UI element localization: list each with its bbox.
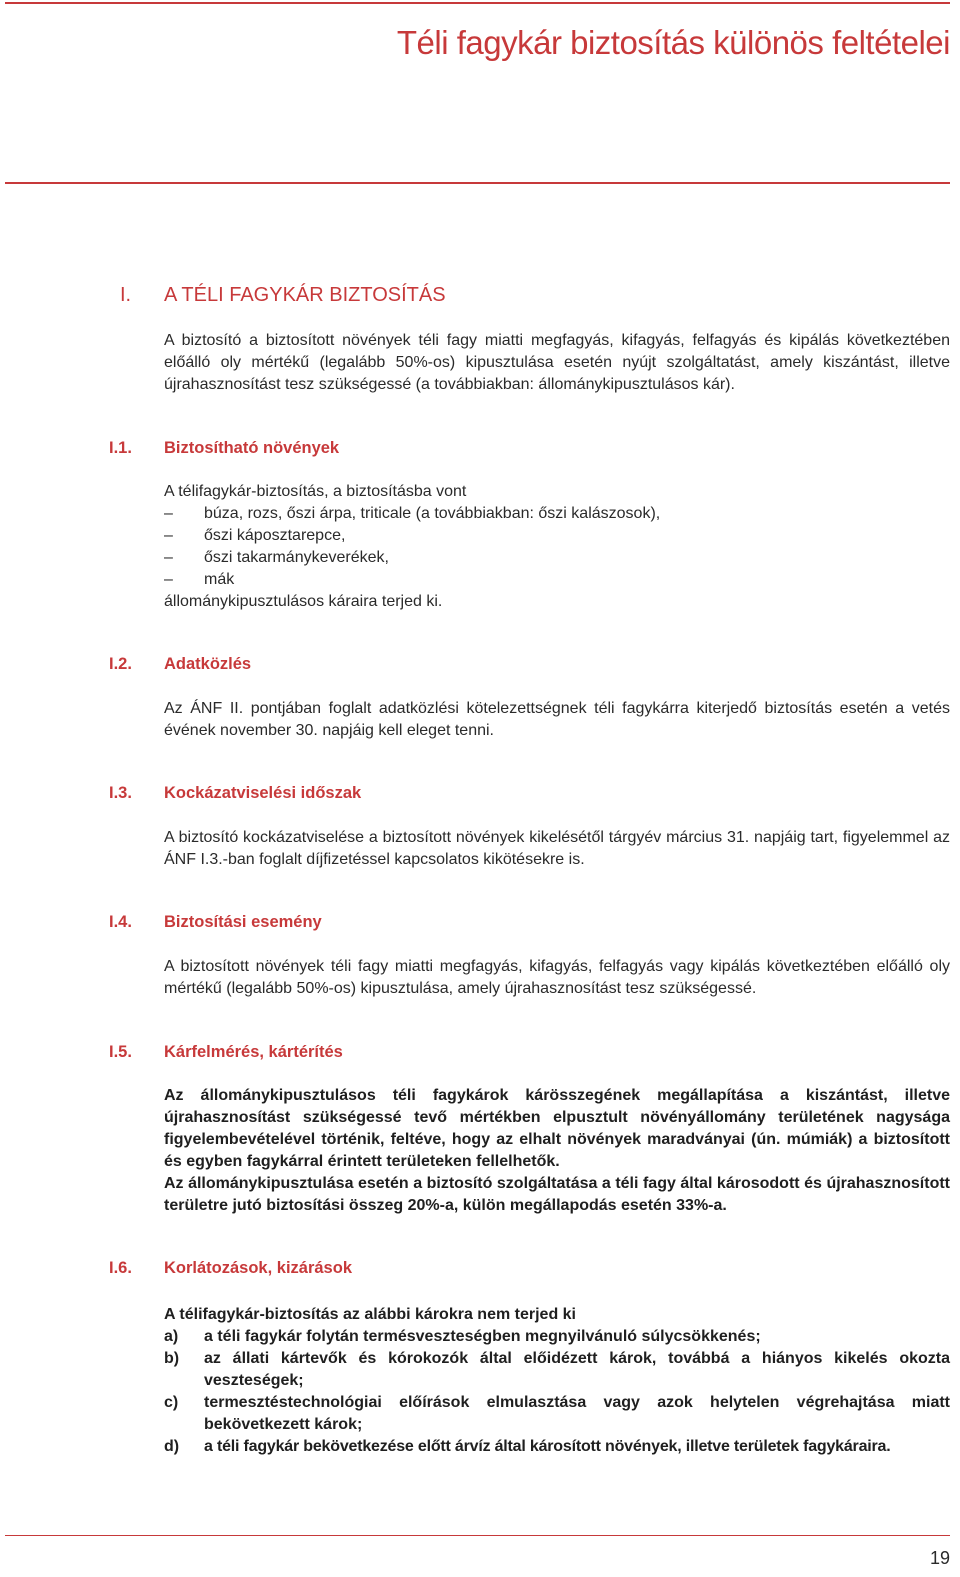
item-text: termesztéstechnológiai előírások elmulasztása vagy azok helytelen végrehajtása miatt bekövetkezett károk;	[204, 1394, 950, 1433]
item-text: az állati kártevők és kórokozók által előidézett károk, továbbá a hiányos kikelés okozta veszteségek;	[204, 1350, 950, 1389]
section-heading-5	[109, 1043, 343, 1062]
section-1-tail: állománykipusztulásos káraira terjed ki.	[164, 593, 443, 610]
list-item: – őszi káposztarepce,	[164, 525, 345, 547]
section-number: I.3.	[109, 784, 132, 802]
header-divider	[5, 182, 950, 184]
dash-marker: –	[164, 549, 173, 566]
section-title: Kárfelmérés, kártérítés	[164, 1043, 343, 1061]
list-item	[164, 1348, 950, 1392]
item-text: a téli fagykár bekövetkezése előtt árvíz által károsított növények, illetve területek fagykáraira.	[204, 1438, 891, 1455]
section-number: I.2.	[109, 655, 132, 673]
item-marker: b)	[164, 1350, 180, 1367]
section-title: Biztosítási esemény	[164, 913, 322, 931]
item-marker: a)	[164, 1328, 179, 1345]
item-marker: d)	[164, 1438, 180, 1455]
header-top-rule	[5, 2, 950, 4]
section-number: I.5.	[109, 1043, 132, 1061]
dash-marker: –	[164, 527, 173, 544]
list-item	[164, 1392, 950, 1436]
dash-marker: –	[164, 505, 173, 522]
section-heading-3	[109, 784, 361, 803]
list-item: – őszi takarmánykeverékek,	[164, 547, 389, 569]
list-item: – mák	[164, 569, 234, 591]
page-number: 19	[929, 1548, 950, 1568]
section-5-text-2: Az állománykipusztulása esetén a biztosító szolgáltatása a téli fagy által károsodott és újrahasznosított területre jutó biztosítási összeg 20%-a, külön megállapodás esetén 33%-a.	[164, 1175, 950, 1214]
section-4-text: A biztosított növények téli fagy miatti megfagyás, kifagyás, felfagyás vagy kipálás következtében előálló oly mértékű (legalább 50%-os) kipusztulása, amely újrahasznosítást tesz szükségessé.	[164, 958, 950, 997]
section-2-text: Az ÁNF II. pontjában foglalt adatközlési kötelezettségnek téli fagykárra kiterjedő biztosítás esetén a vetés évének november 30. napjáig kell eleget tenni.	[164, 700, 950, 739]
dash-marker: –	[164, 571, 173, 588]
chapter-heading	[120, 284, 446, 307]
chapter-title: A TÉLI FAGYKÁR BIZTOSÍTÁS	[164, 284, 446, 306]
list-item	[164, 1326, 950, 1348]
page-title: Téli fagykár biztosítás különös feltételei	[396, 24, 950, 61]
section-title: Kockázatviselési időszak	[164, 784, 362, 802]
section-1-lead: A télifagykár-biztosítás, a biztosításba vont	[164, 483, 467, 500]
section-heading-4	[109, 913, 322, 932]
section-heading-1	[109, 439, 339, 458]
list-item	[164, 1436, 950, 1458]
section-number: I.4.	[109, 913, 132, 931]
footer-rule	[5, 1535, 950, 1536]
list-item: – búza, rozs, őszi árpa, triticale (a továbbiakban: őszi kalászosok),	[164, 503, 660, 525]
section-3-text: A biztosító kockázatviselése a biztosított növények kikelésétől tárgyév március 31. napjáig tart, figyelemmel az ÁNF I.3.-ban foglalt díjfizetéssel kapcsolatos kikötésekre is.	[164, 829, 950, 868]
section-5-text-1: Az állománykipusztulásos téli fagykárok kárösszegének megállapítása a kiszántást, illetve újrahasznosítást szükségessé tevő mértékben elpusztult növényállomány területének nagysága figyelembevételével történik, feltéve, hogy az elhalt növények maradványai (ún. múmiák) a biztosított és egyben fagykárral érintett területeken fellelhetők.	[164, 1087, 950, 1170]
section-title: Biztosítható növények	[164, 439, 340, 457]
section-title: Korlátozások, kizárások	[164, 1259, 352, 1277]
section-title: Adatközlés	[164, 655, 252, 673]
section-number: I.6.	[109, 1259, 132, 1277]
chapter-number: I.	[120, 284, 132, 306]
intro-paragraph: A biztosító a biztosított növények téli fagy miatti megfagyás, kifagyás, felfagyás és kipálás következtében előálló oly mértékű (legalább 50%-os) kipusztulása esetén nyújt szolgáltatást, amely kiszántást, illetve újrahasznosítást tesz szükségessé (a továbbiakban: állománykipusztulásos kár).	[164, 332, 950, 393]
section-heading-2	[109, 655, 251, 674]
item-marker: c)	[164, 1394, 179, 1411]
section-6-lead: A télifagykár-biztosítás az alábbi károkra nem terjed ki	[164, 1306, 576, 1323]
section-number: I.1.	[109, 439, 132, 457]
item-text: a téli fagykár folytán termésveszteségben megnyilvánuló súlycsökkenés;	[204, 1328, 761, 1345]
section-heading-6	[109, 1259, 352, 1278]
